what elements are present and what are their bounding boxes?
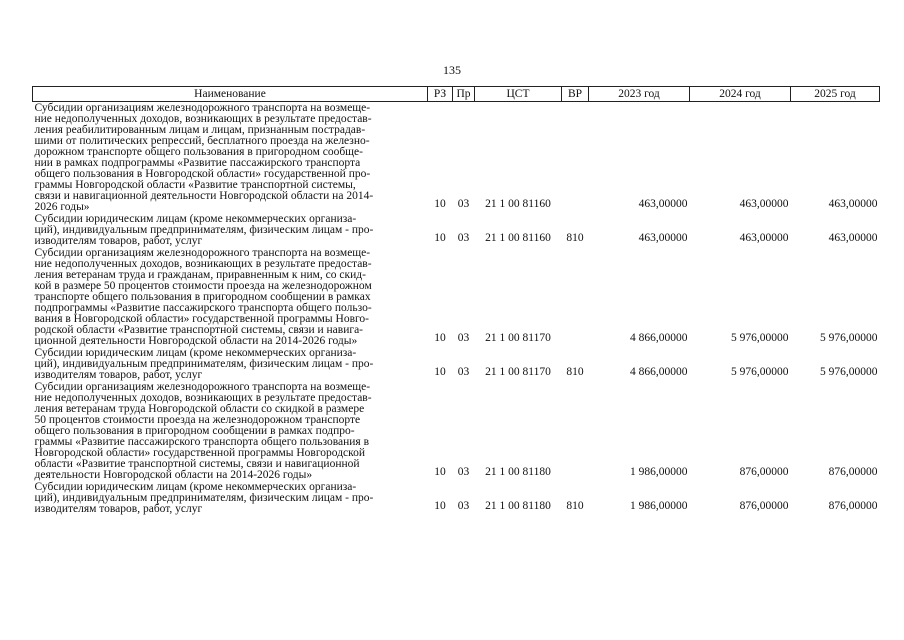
- row-rz: 10: [434, 466, 446, 478]
- row-vr: [562, 247, 589, 347]
- row-rz: 10: [434, 232, 446, 244]
- header-cst: ЦСТ: [475, 87, 562, 102]
- row-2025-value: 463,00000: [828, 198, 878, 210]
- row-rz: 10: [434, 198, 446, 210]
- budget-table: [32, 86, 880, 515]
- row-name: Субсидии организациям железнодорожного транспорта на возмеще- ние недополученных доходов, возникающих в результате предостав- ления реабилитированным лицам и лицам, признанным пострадав- шими от политических репрессий, бесплатного проезда на железно- дорожном транспорте общего пользования в пригородном сообще- нии в рамках подпрограммы «Развитие пассажирского транспорта общего пользования в Новгородской области» государственной про- граммы Новгородской области «Развитие транспортной системы, связи и навигационной деятельности Новгородской области на 2014- 2026 годы»: [34, 102, 374, 213]
- row-2024-value: 463,00000: [739, 232, 789, 244]
- header-rz: РЗ: [428, 87, 453, 102]
- row-2023-value: 463,00000: [638, 198, 688, 210]
- row-2024-value: 5 976,00000: [731, 366, 789, 378]
- row-2023-value: 1 986,00000: [630, 466, 688, 478]
- row-2024-value: 876,00000: [739, 466, 789, 478]
- row-2025-value: 5 976,00000: [820, 332, 878, 344]
- row-rz: 10: [434, 332, 446, 344]
- row-pr: 03: [457, 500, 470, 512]
- table-row: [33, 481, 880, 515]
- row-vr: 810: [566, 366, 584, 378]
- table-header-row: [33, 87, 880, 102]
- header-2023: 2023 год: [589, 87, 690, 102]
- row-2025-value: 5 976,00000: [820, 366, 878, 378]
- row-rz: 10: [434, 366, 446, 378]
- table-row: [33, 247, 880, 347]
- table-row: [33, 213, 880, 247]
- row-2025-value: 876,00000: [828, 500, 878, 512]
- header-2025: 2025 год: [791, 87, 880, 102]
- row-2023-value: 1 986,00000: [630, 500, 688, 512]
- row-2023-value: 4 866,00000: [630, 332, 688, 344]
- row-name: Субсидии юридическим лицам (кроме некоммерческих организа- ций), индивидуальным предпринимателям, физическим лицам - про- изводителям товаров, работ, услуг: [34, 347, 374, 381]
- row-vr: [562, 381, 589, 481]
- row-cst: 21 1 00 81170: [485, 332, 551, 344]
- header-pr: Пр: [453, 87, 475, 102]
- row-pr: 03: [457, 332, 470, 344]
- row-pr: 03: [457, 198, 470, 210]
- table-row: [33, 347, 880, 381]
- row-name: Субсидии организациям железнодорожного транспорта на возмеще- ние недополученных доходов, возникающих в результате предостав- ления ветеранам труда и гражданам, приравненным к ним, со скид- кой в размере 50 процентов стоимости проезда на железнодорожном транспорте общего пользования в пригородном сообщении в рамках подпрограммы «Развитие пассажирского транспорта общего пользо- вания в Новгородской области» государственной программы Новго- родской области «Развитие транспортной системы, связи и навига- ционной деятельности Новгородской области на 2014-2026 годы»: [34, 247, 372, 347]
- row-vr: 810: [566, 232, 584, 244]
- row-vr: [562, 102, 589, 214]
- row-rz: 10: [434, 500, 446, 512]
- page-number: 135: [443, 63, 461, 77]
- row-cst: 21 1 00 81180: [485, 500, 551, 512]
- row-2024-value: 5 976,00000: [731, 332, 789, 344]
- row-name: Субсидии организациям железнодорожного транспорта на возмеще- ние недополученных доходов, возникающих в результате предостав- ления ветеранам труда Новгородской области со скидкой в размере 50 процентов стоимости проезда на железнодорожном транспорте общего пользования в пригородном сообщении в рамках подпро- граммы «Развитие пассажирского транспорта общего пользования в Новгородской области» государственной программы Новгородской области «Развитие транспортной системы, связи и навигационной деятельности Новгородской области на 2014-2026 годы»: [34, 381, 372, 481]
- row-2023-value: 463,00000: [638, 232, 688, 244]
- row-2025-value: 876,00000: [828, 466, 878, 478]
- row-cst: 21 1 00 81160: [485, 198, 551, 210]
- row-cst: 21 1 00 81180: [485, 466, 551, 478]
- row-name: Субсидии юридическим лицам (кроме некоммерческих организа- ций), индивидуальным предпринимателям, физическим лицам - про- изводителям товаров, работ, услуг: [34, 481, 374, 515]
- header-vr: ВР: [562, 87, 589, 102]
- row-2024-value: 876,00000: [739, 500, 789, 512]
- row-cst: 21 1 00 81160: [485, 232, 551, 244]
- row-vr: 810: [566, 500, 584, 512]
- row-pr: 03: [457, 466, 470, 478]
- table-row: [33, 102, 880, 214]
- row-cst: 21 1 00 81170: [485, 366, 551, 378]
- row-name: Субсидии юридическим лицам (кроме некоммерческих организа- ций), индивидуальным предпринимателям, физическим лицам - про- изводителям товаров, работ, услуг: [34, 213, 374, 247]
- row-2025-value: 463,00000: [828, 232, 878, 244]
- table-row: [33, 381, 880, 481]
- row-2023-value: 4 866,00000: [630, 366, 688, 378]
- header-name: Наименование: [33, 87, 428, 102]
- row-2024-value: 463,00000: [739, 198, 789, 210]
- header-2024: 2024 год: [690, 87, 791, 102]
- row-pr: 03: [457, 232, 470, 244]
- row-pr: 03: [457, 366, 470, 378]
